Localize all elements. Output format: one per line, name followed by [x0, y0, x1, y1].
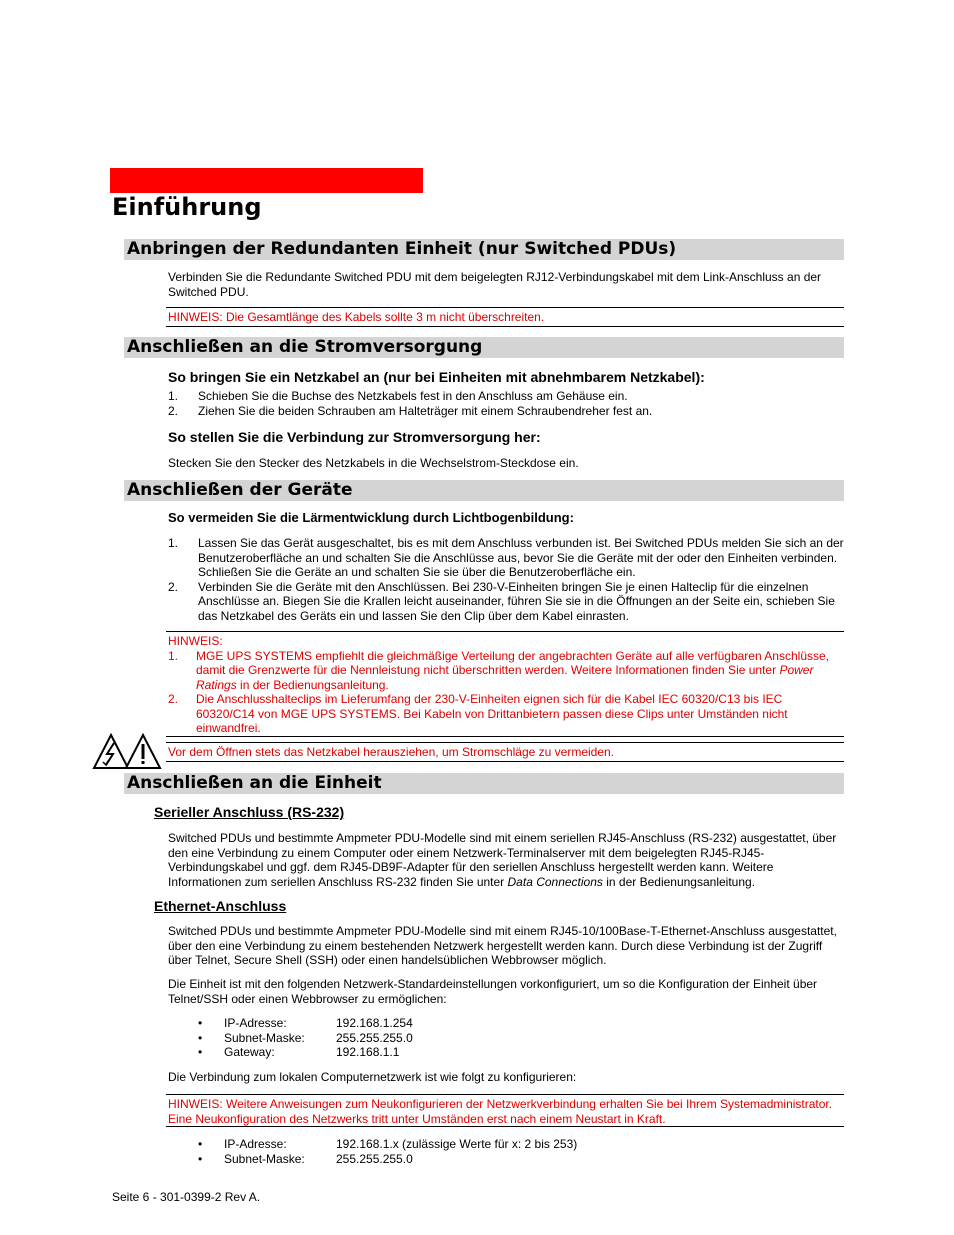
section-heading-devices: Anschließen der Geräte [124, 480, 844, 501]
list-item: • IP-Adresse: 192.168.1.254 [168, 1016, 844, 1031]
ethernet-body-1: Switched PDUs und bestimmte Ampmeter PDU-Modelle sind mit einem RJ45-10/100Base-T-Ethernet-Anschluss ausgestattet, über den eine Verbindung zu einem bestehenden Netzwerk hergestellt werden kann. Durch diese Verbindung ist der Zugriff über Telnet, Secure Shell (SSH) oder einen handelsüblichen Webbrowser möglich. [168, 924, 837, 967]
electric-hazard-icon [92, 733, 162, 771]
local-settings-list [168, 1137, 844, 1166]
chapter-title: Einführung [112, 193, 262, 221]
power-cord-steps [168, 389, 844, 418]
list-item: 1. MGE UPS SYSTEMS empfiehlt die gleichmäßige Verteilung der angebrachten Geräte auf alle verfügbaren Anschlüsse, damit die Grenzwerte für die Nennleistung nicht überschritten werden. Weitere Informationen finden Sie unter Power Ratings in der Bedienungsanleitung. [168, 648, 830, 692]
device-note [166, 631, 844, 737]
note-items [168, 649, 844, 736]
list-item: • Subnet-Maske: 255.255.255.0 [168, 1031, 844, 1046]
list-item: • Gateway: 192.168.1.1 [168, 1045, 844, 1060]
redundant-body: Verbinden Sie die Redundante Switched PDU mit dem beigelegten RJ12-Verbindungskabel mit dem Link-Anschluss an der Switched PDU. [168, 270, 822, 299]
chapter-color-bar [110, 168, 423, 193]
note-label: HINWEIS: [168, 634, 223, 648]
list-item: • Subnet-Maske: 255.255.255.0 [168, 1152, 844, 1167]
default-settings-list [168, 1016, 844, 1060]
list-item: 2. Ziehen Sie die beiden Schrauben am Halteträger mit einem Schraubendreher fest an. [168, 403, 653, 418]
section-heading-power: Anschließen an die Stromversorgung [124, 337, 844, 358]
procedure-power-cord-title: So bringen Sie ein Netzkabel an (nur bei Einheiten mit abnehmbarem Netzkabel): [168, 369, 705, 385]
cable-length-note: HINWEIS: Die Gesamtlänge des Kabels sollte 3 m nicht überschreiten. [166, 307, 844, 327]
section-heading-redundant: Anbringen der Redundanten Einheit (nur Switched PDUs) [124, 239, 844, 260]
procedure-connect-power-title: So stellen Sie die Verbindung zur Stromversorgung her: [168, 429, 541, 445]
connect-power-body: Stecken Sie den Stecker des Netzkabels in die Wechselstrom-Steckdose ein. [168, 456, 579, 470]
ethernet-body-2: Die Einheit ist mit den folgenden Netzwerk-Standardeinstellungen vorkonfiguriert, um so die Konfiguration der Einheit über Telnet/SSH oder einen Webbrowser zu ermöglichen: [168, 977, 818, 1006]
ethernet-subheading: Ethernet-Anschluss [154, 898, 287, 914]
device-steps [168, 536, 844, 623]
ethernet-body-3: Die Verbindung zum lokalen Computernetzwerk ist wie folgt zu konfigurieren: [168, 1070, 577, 1084]
list-item: 2. Verbinden Sie die Geräte mit den Anschlüssen. Bei 230-V-Einheiten bringen Sie je einen Halteclip für die einzelnen Anschlüsse an. Biegen Sie die Krallen leicht auseinander, führen Sie sie in die Öffnungen an der Seite ein, schieben Sie das Netzkabel des Geräts ein und lassen Sie den Clip über dem Kabel einrasten. [168, 579, 835, 623]
section-heading-unit: Anschließen an die Einheit [124, 773, 844, 794]
page-footer: Seite 6 - 301-0399-2 Rev A. [112, 1190, 261, 1204]
warning-icons [92, 733, 162, 776]
list-item: • IP-Adresse: 192.168.1.x (zulässige Werte für x: 2 bis 253) [168, 1137, 844, 1152]
caution-icon [126, 735, 160, 768]
shock-warning: Vor dem Öffnen stets das Netzkabel herausziehen, um Stromschläge zu vermeiden. [166, 742, 844, 762]
serial-subheading: Serieller Anschluss (RS-232) [154, 804, 345, 820]
network-note: HINWEIS: Weitere Anweisungen zum Neukonfigurieren der Netzwerkverbindung erhalten Sie bei Ihrem Systemadministrator. Eine Neukonfiguration des Netzwerks tritt unter Umständen erst nach einem Neustart in Kraft. [166, 1094, 844, 1127]
list-item: 1. Schieben Sie die Buchse des Netzkabels fest in den Anschluss am Gehäuse ein. [168, 389, 628, 403]
serial-body: Switched PDUs und bestimmte Ampmeter PDU-Modelle sind mit einem seriellen RJ45-Anschluss (RS-232) ausgestattet, über den eine Verbindung zu einem Computer oder einem Netzwerk-Terminalserver mit dem beigelegten RJ45-RJ45-Verbindungskabel und ggf. dem RJ45-DB9F-Adapter für den seriellen Anschluss hergestellt werden kann. Weitere Informationen zum seriellen Anschluss RS-232 finden Sie unter Data Connections in der Bedienungsanleitung. [168, 831, 837, 889]
list-item: 1. Lassen Sie das Gerät ausgeschaltet, bis es mit dem Anschluss verbunden ist. Bei Switched PDUs melden Sie sich an der Benutzeroberfläche an und schalten Sie die Anschlüsse aus, bevor Sie die Geräte mit der oder den Einheiten verbinden. Schließen Sie die Geräte an und schalten Sie sie über die Benutzeroberfläche ein. [168, 536, 844, 579]
procedure-arcing-title: So vermeiden Sie die Lärmentwicklung durch Lichtbogenbildung: [168, 510, 574, 525]
list-item: 2. Die Anschlusshalteclips im Lieferumfang der 230-V-Einheiten eignen sich für die Kabel IEC 60320/C13 bis IEC 60320/C14 von MGE UPS SYSTEMS. Bei Kabeln von Drittanbietern passen diese Clips unter Umständen nicht einwandfrei. [168, 692, 788, 735]
